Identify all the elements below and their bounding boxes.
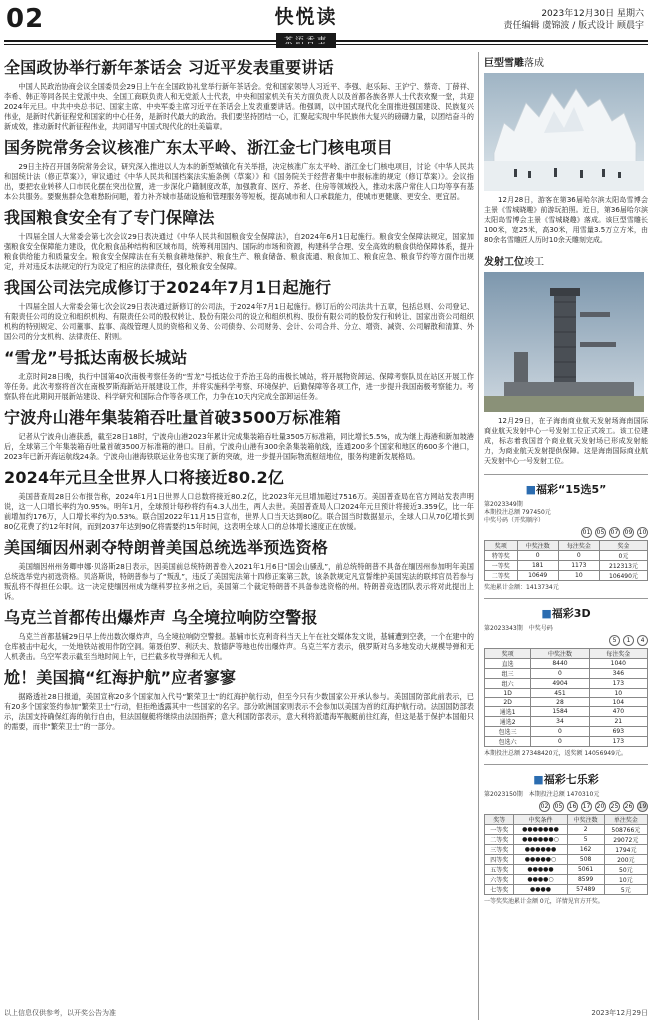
table-header-cell: 中奖注数 xyxy=(531,649,589,659)
page-number: 02 xyxy=(6,4,45,34)
table-header-cell: 奖项 xyxy=(485,541,518,551)
table-cell: 0 xyxy=(531,737,589,747)
table-cell: 五等奖 xyxy=(485,865,514,875)
article-headline: 我国公司法完成修订于2024年7月1日起施行 xyxy=(4,278,332,297)
lottery-3d xyxy=(484,598,648,758)
table-cell: 4904 xyxy=(531,679,589,689)
masthead xyxy=(0,0,652,47)
table-cell: 0 xyxy=(517,551,558,561)
news-article xyxy=(4,208,474,272)
table-header-cell: 奖金 xyxy=(599,541,647,551)
table-cell: ●●●●● xyxy=(514,865,567,875)
article-body: 29日主持召开国务院常务会议，研究深入推进以人为本的新型城镇化有关举措，决定核准广东太平岭、浙江金七门核电项目，讨论《中华人民共和国统计法（修正草案）》，审议通过《中华人民共和国档案法实施条例（草案）》和《国务院关于经营者集中申报标准的规定（修订草案）》。会议指出，要把农业转移人口市民化摆在突出位置，进一步深化户籍制度改革，加强教育、医疗、养老、住房等领域投入，推动未落户常住人口均等享有基本公共服务。要聚焦群众急难愁盼问题，着力补齐城市基础设施和管理服务等短板，提高城市和人口承载能力，使城市更健康、更安全、更宜居。 xyxy=(4,162,474,201)
table-cell: 5 xyxy=(567,835,604,845)
news-article xyxy=(4,278,474,342)
table-header-row xyxy=(485,649,648,659)
table-cell: 212313元 xyxy=(599,561,647,571)
table-cell: 一等奖 xyxy=(485,825,514,835)
table-row xyxy=(485,707,648,717)
table-row xyxy=(485,561,648,571)
article-body: 据路透社28日报道，美国宣称20多个国家加入代号“繁荣卫士”的红海护航行动，但至今只有少数国家公开承认参与。美国国防部此前表示，已有20多个国家签约参加“繁荣卫士”行动，但拒绝透露其中一些国家的名字。部分欧洲国家则表示不会参加以美国为首的红海护航行动。法国国防部表示，法国支持确保红海的航行自由，但法国舰艇将继续由法国指挥；意大利国防部表示，意大利将派遣海军舰艇前往红海，但这是基于保护本国船只的需要，而非“繁荣卫士”的一部分。 xyxy=(4,692,474,731)
photo-story-snow xyxy=(484,54,648,245)
photo-headline-bold: 发射工位 xyxy=(484,257,524,268)
news-article xyxy=(4,348,474,402)
photo-headline-bold: 巨型雪雕 xyxy=(484,58,524,69)
table-header-row xyxy=(485,815,648,825)
footer-date: 2023年12月29日 xyxy=(591,1009,648,1017)
table-header-cell: 中奖注数 xyxy=(517,541,558,551)
footer-note: 以上信息仅供参考，以开奖公告为准 xyxy=(4,1009,116,1017)
lottery-numbers xyxy=(484,527,648,538)
table-row xyxy=(485,551,648,561)
table-row xyxy=(485,689,648,698)
lottery-ball: 05 xyxy=(554,803,563,810)
article-body: 乌克兰首都基辅29日早上传出数次爆炸声，乌全境拉响防空警报。基辅市长克利奇科当天上午在社交媒体发文说，基辅遭到空袭，一个在建中的仓库被击中起火，一处地铁站被用作防空洞。第聂伯罗、利沃夫、敖德萨等地也传出爆炸声。乌克兰军方表示，俄罗斯对乌多地发动大规模导弹和无人机袭击。乌空军表示截至当地时间上午，已拦截多枚导弹和无人机。 xyxy=(4,632,474,661)
header-rule-thin xyxy=(4,44,648,45)
table-cell: 二等奖 xyxy=(485,571,518,581)
table-cell: 173 xyxy=(589,679,647,689)
lottery-title: ■福彩“15选5” xyxy=(525,483,607,496)
table-cell: ●●●● xyxy=(514,885,567,895)
header-rule xyxy=(4,40,648,42)
lottery-ball: 4 xyxy=(637,635,648,646)
article-body: 记者从宁波舟山港获悉，截至28日18时，宁波舟山港2023年累计完成集装箱吞吐量3505万标准箱，同比增长5.5%，成为继上海港和新加坡港后，全球第三个年集装箱吞吐量首破3500万标准箱的港口。目前，宁波舟山港有300余条集装箱航线，连通200多个国家和地区的600多个港口，2023年已新开海运航线24条。宁波舟山港海铁联运业务也实现了新的突破，进一步提升国际物流枢纽地位，服务构建新发展格局。 xyxy=(4,432,474,461)
table-cell: 七等奖 xyxy=(485,885,514,895)
table-cell: 173 xyxy=(589,737,647,747)
column-divider xyxy=(478,52,479,1020)
article-headline: 宁波舟山港年集装箱吞吐量首破3500万标准箱 xyxy=(4,408,341,427)
table-cell: 162 xyxy=(567,845,604,855)
table-cell: 10元 xyxy=(604,875,647,885)
table-header-cell: 奖等 xyxy=(485,815,514,825)
article-headline: 我国粮食安全有了专门保障法 xyxy=(4,208,215,227)
photo-story-launch xyxy=(484,253,648,466)
news-article xyxy=(4,468,474,532)
lottery-ball: 17 xyxy=(582,803,591,810)
table-cell: 四等奖 xyxy=(485,855,514,865)
lottery-issue: 第2023343期 中奖号码 xyxy=(484,625,553,632)
table-cell: 特等奖 xyxy=(485,551,518,561)
lottery-prize-table xyxy=(484,540,648,581)
editor-credit: 责任编辑 虞锦波 / 版式设计 顾晨宇 xyxy=(503,21,644,31)
lottery-title-text: 福彩七乐彩 xyxy=(543,773,599,786)
table-row xyxy=(485,875,648,885)
table-header-cell: 中奖条件 xyxy=(514,815,567,825)
table-row xyxy=(485,737,648,747)
table-row xyxy=(485,845,648,855)
launch-pad-photo xyxy=(484,272,644,412)
lottery-ball: 1 xyxy=(623,635,634,646)
lottery-pool: 一等奖奖池累计金额 0元，详情见官方开奖。 xyxy=(484,898,604,905)
lottery-numbers xyxy=(484,801,648,812)
table-cell: 直选 xyxy=(485,659,531,669)
lottery-issue: 第2023349期 xyxy=(484,501,523,508)
lottery-ball: 09 xyxy=(624,529,633,536)
news-article xyxy=(4,408,474,462)
table-cell: 104 xyxy=(589,698,647,707)
table-cell: 28 xyxy=(531,698,589,707)
table-row xyxy=(485,825,648,835)
lottery-ball: 07 xyxy=(610,529,619,536)
table-cell: 二等奖 xyxy=(485,835,514,845)
table-cell: 29072元 xyxy=(604,835,647,845)
table-row xyxy=(485,835,648,845)
table-cell: 包选三 xyxy=(485,727,531,737)
table-cell: 1173 xyxy=(558,561,599,571)
table-row xyxy=(485,885,648,895)
issue-date: 2023年12月30日 星期六 xyxy=(541,9,644,19)
article-headline: 全国政协举行新年茶话会 习近平发表重要讲话 xyxy=(4,58,334,77)
article-body: 中国人民政治协商会议全国委员会29日上午在全国政协礼堂举行新年茶话会。党和国家领导人习近平、李强、赵乐际、王沪宁、蔡奇、丁薛祥、李希、韩正等同各民主党派中央、全国工商联负责人和无党派人士代表，中央和国家机关有关方面负责人以及首都各族各界人士代表欢聚一堂，共迎2024年元旦。中共中央总书记、国家主席、中央军委主席习近平在茶话会上发表重要讲话。他强调，以中国式现代化全面推进强国建设、民族复兴伟业，是新时代新征程党和国家的中心任务，是新时代最大的政治。我们要坚持团结一心，汇聚起实现中华民族伟大复兴的磅礴力量，以团结奋斗的新成效，推动新时代新征程伟业，共同谱写中国式现代化的壮美篇章。 xyxy=(4,82,474,131)
lottery-ball: 26 xyxy=(624,803,633,810)
lottery-qlc xyxy=(484,764,648,906)
table-cell: 5061 xyxy=(567,865,604,875)
table-row xyxy=(485,679,648,689)
article-body: 美国缅因州州务卿申娜·贝洛斯28日表示，因美国前总统特朗普卷入2021年1月6日“国会山骚乱”，前总统特朗普不具备在缅因州参加明年美国总统选举党内初选资格。贝洛斯说，特朗普参与了“叛乱”，违反了美国宪法第十四修正案第三款，该条款规定凡宣誓维护美国宪法的联邦官员若参与叛乱将不得担任公职。这一决定使缅因州成为继科罗拉多州之后，美国第二个裁定特朗普不具备参选资格的州。特朗普竞选团队表示将对此提出上诉。 xyxy=(4,562,474,601)
article-body: 十四届全国人大常委会第七次会议29日表决通过新修订的公司法，于2024年7月1日起施行。修订后的公司法共十五章，包括总则、公司登记、有限责任公司的设立和组织机构、有限责任公司的股权转让、股份有限公司的设立和组织机构、股份有限公司的股份发行和转让、国家出资公司组织机构的特别规定、公司董事、监事、高级管理人员的资格和义务、公司债券、公司财务、会计、公司合并、分立、增资、减资、公司解散和清算、外国公司的分支机构、法律责任、附则。 xyxy=(4,302,474,341)
meta-line xyxy=(504,8,644,32)
table-cell: 0 xyxy=(531,727,589,737)
photo-headline xyxy=(484,253,648,268)
article-body: 北京时间28日晚，执行中国第40次南极考察任务的“雪龙”号抵达位于乔治王岛的南极长城站，将开展物资卸运、保障考察队员在站区开展工作等任务。此次考察将首次在南极罗斯海新站开展建设工作，并将实施科学考察、环境保护、后勤保障等各项工作，进一步提升我国南极考察能力。考察队将在此期间开展新站建设、科学研究和国际合作等各项工作，力争在10天内完成全部卸运任务。 xyxy=(4,372,474,401)
table-header-row xyxy=(485,541,648,551)
lottery-ball: 25 xyxy=(610,803,619,810)
lottery-prize-table xyxy=(484,648,648,747)
table-cell: 34 xyxy=(531,717,589,727)
table-row xyxy=(485,571,648,581)
table-row xyxy=(485,659,648,669)
table-row xyxy=(485,855,648,865)
table-cell: 8440 xyxy=(531,659,589,669)
table-cell: 5元 xyxy=(604,885,647,895)
table-cell: 10 xyxy=(558,571,599,581)
table-cell: 10 xyxy=(589,689,647,698)
photo-headline-light: 落成 xyxy=(524,58,544,69)
article-headline: 美国缅因州剥夺特朗普美国总统选举预选资格 xyxy=(4,538,329,557)
snow-sculpture-photo xyxy=(484,73,644,191)
news-column xyxy=(4,52,474,1020)
lottery-title-text: 福彩“15选5” xyxy=(535,483,607,496)
table-cell: ●●●●●●● xyxy=(514,825,567,835)
article-body: 十四届全国人大常委会第七次会议29日表决通过《中华人民共和国粮食安全保障法》，自2024年6月1日起施行。粮食安全保障法规定，国家加强粮食安全保障能力建设，优化粮食品种结构和区域布局，统筹利用国内、国际的市场和资源，构建科学合理、安全高效的粮食供给保障体系，提升粮食供给能力和质量安全。粮食安全保障法在有关粮食耕地保护、粮食生产、粮食储备、粮食流通、粮食加工、粮食应急、粮食节约等方面作出规定，并对违反本法规定的行为设定了相应的法律责任，强化粮食安全保障。 xyxy=(4,232,474,271)
lottery-ball: 05 xyxy=(596,529,605,536)
table-cell: 1584 xyxy=(531,707,589,717)
table-cell: ●●●●●○ xyxy=(514,855,567,865)
news-article xyxy=(4,138,474,202)
table-cell: 0元 xyxy=(599,551,647,561)
lottery-issue: 第2023150期 本期投注总额 1470310元 xyxy=(484,791,600,798)
table-cell: 57489 xyxy=(567,885,604,895)
table-cell: 1040 xyxy=(589,659,647,669)
photo-caption: 12月29日，在子海南商业航天发射场海南国际商业航天发射中心一号发射工位正式竣工。该工位建成，标志着我国首个商业航天发射场已形成发射能力，为商业航天发射提供保障。这是海南国际商业航天发射中心一号发射工位。 xyxy=(484,417,648,465)
table-cell: 8599 xyxy=(567,875,604,885)
table-cell: 通选1 xyxy=(485,707,531,717)
table-row xyxy=(485,727,648,737)
news-article xyxy=(4,538,474,602)
table-cell: 0 xyxy=(531,669,589,679)
table-cell: 1794元 xyxy=(604,845,647,855)
table-cell: 470 xyxy=(589,707,647,717)
table-cell: 181 xyxy=(517,561,558,571)
lottery-pool: 奖池累计金额：1413734元 xyxy=(484,584,559,591)
lottery-15x5 xyxy=(484,474,648,592)
lottery-title: ■福彩3D xyxy=(541,607,591,620)
article-headline: 2024年元旦全世界人口将接近80.2亿 xyxy=(4,468,285,487)
lottery-winning-label: 中奖号码（开奖顺序） xyxy=(484,517,545,524)
lottery-prize-table xyxy=(484,814,648,895)
article-body: 美国普查局28日公布报告称，2024年1月1日世界人口总数将接近80.2亿，比2023年元旦增加超过7516万。美国普查局在官方网站发表声明说，这一人口增长率约为0.95%。明年1月，全球预计每秒将约有4.3人出生，两人去世。美国普查局人口2024年元旦预计将接近3.359亿，比一年前增加约176万，人口增长率约为0.53%。联合国2022年11月15日宣布，世界人口当天达到80亿。联合国当时数据显示，全球人口从70亿增长到80亿花费了约12年时间，而到2037年达到90亿将需要约15年时间，这表明全球人口的总体增长速度正在放缓。 xyxy=(4,492,474,531)
table-cell: 693 xyxy=(589,727,647,737)
table-row xyxy=(485,669,648,679)
photo-headline-light: 竣工 xyxy=(524,257,544,268)
table-cell: 通选2 xyxy=(485,717,531,727)
table-cell: 2 xyxy=(567,825,604,835)
lottery-title-text: 福彩3D xyxy=(551,607,591,620)
section-title: 快悦读 xyxy=(274,6,338,28)
lottery-ball: 02 xyxy=(540,803,549,810)
photo-caption: 12月28日，游客在第36届哈尔滨太阳岛雪博会主景《雪城晓趣》前游玩拍照。近日，第36届哈尔滨太阳岛雪博会主景《雪城晓趣》落成。该巨型雪雕长100米，宽25米，高30米，用雪量3.5万立方米，由80余名雪雕匠人历时10余天雕刻完成。 xyxy=(484,196,648,244)
side-column xyxy=(484,52,648,1020)
photo-headline xyxy=(484,54,648,69)
table-cell: ●●●●●●○ xyxy=(514,835,567,845)
table-cell: 三等奖 xyxy=(485,845,514,855)
table-cell: 50元 xyxy=(604,865,647,875)
lottery-ball: 20 xyxy=(596,803,605,810)
lottery-ball: 5 xyxy=(609,635,620,646)
table-header-cell: 每注奖金 xyxy=(589,649,647,659)
article-headline: 尬！美国搞“红海护航”应者寥寥 xyxy=(4,668,237,687)
table-cell: 组六 xyxy=(485,679,531,689)
page-footer xyxy=(4,1006,648,1020)
table-cell: 21 xyxy=(589,717,647,727)
article-headline: “雪龙”号抵达南极长城站 xyxy=(4,348,188,367)
table-row xyxy=(485,698,648,707)
news-article xyxy=(4,608,474,662)
table-cell: 346 xyxy=(589,669,647,679)
table-header-cell: 单注奖金 xyxy=(604,815,647,825)
table-cell: 0 xyxy=(558,551,599,561)
lottery-ball: 10 xyxy=(638,529,647,536)
table-cell: ●●●●○ xyxy=(514,875,567,885)
lottery-numbers xyxy=(484,635,648,646)
section-brand: 茶语香事 xyxy=(276,33,336,48)
lottery-ball: 01 xyxy=(582,529,591,536)
article-headline: 乌克兰首都传出爆炸声 乌全境拉响防空警报 xyxy=(4,608,318,627)
table-cell: 六等奖 xyxy=(485,875,514,885)
lottery-title: ■福彩七乐彩 xyxy=(533,773,599,786)
table-cell: 组三 xyxy=(485,669,531,679)
table-header-cell: 每注奖金 xyxy=(558,541,599,551)
lottery-sales: 本期投注总额 797450元 xyxy=(484,509,551,516)
table-cell: 10649 xyxy=(517,571,558,581)
table-cell: 2D xyxy=(485,698,531,707)
table-header-cell: 中奖注数 xyxy=(567,815,604,825)
table-cell: 1D xyxy=(485,689,531,698)
table-cell: 508 xyxy=(567,855,604,865)
table-cell: 200元 xyxy=(604,855,647,865)
table-cell: 一等奖 xyxy=(485,561,518,571)
article-headline: 国务院常务会议核准广东太平岭、浙江金七门核电项目 xyxy=(4,138,393,157)
table-cell: 106490元 xyxy=(599,571,647,581)
lottery-ball: 16 xyxy=(568,803,577,810)
news-article xyxy=(4,668,474,732)
lottery-total: 本期投注总额 27348420元，返奖额 14056949元。 xyxy=(484,750,627,757)
table-row xyxy=(485,717,648,727)
table-cell: ●●●●●● xyxy=(514,845,567,855)
table-cell: 451 xyxy=(531,689,589,698)
news-article xyxy=(4,58,474,132)
lottery-special-ball: 19 xyxy=(638,803,647,810)
table-cell: 508766元 xyxy=(604,825,647,835)
table-header-cell: 奖项 xyxy=(485,649,531,659)
table-cell: 包选六 xyxy=(485,737,531,747)
table-row xyxy=(485,865,648,875)
